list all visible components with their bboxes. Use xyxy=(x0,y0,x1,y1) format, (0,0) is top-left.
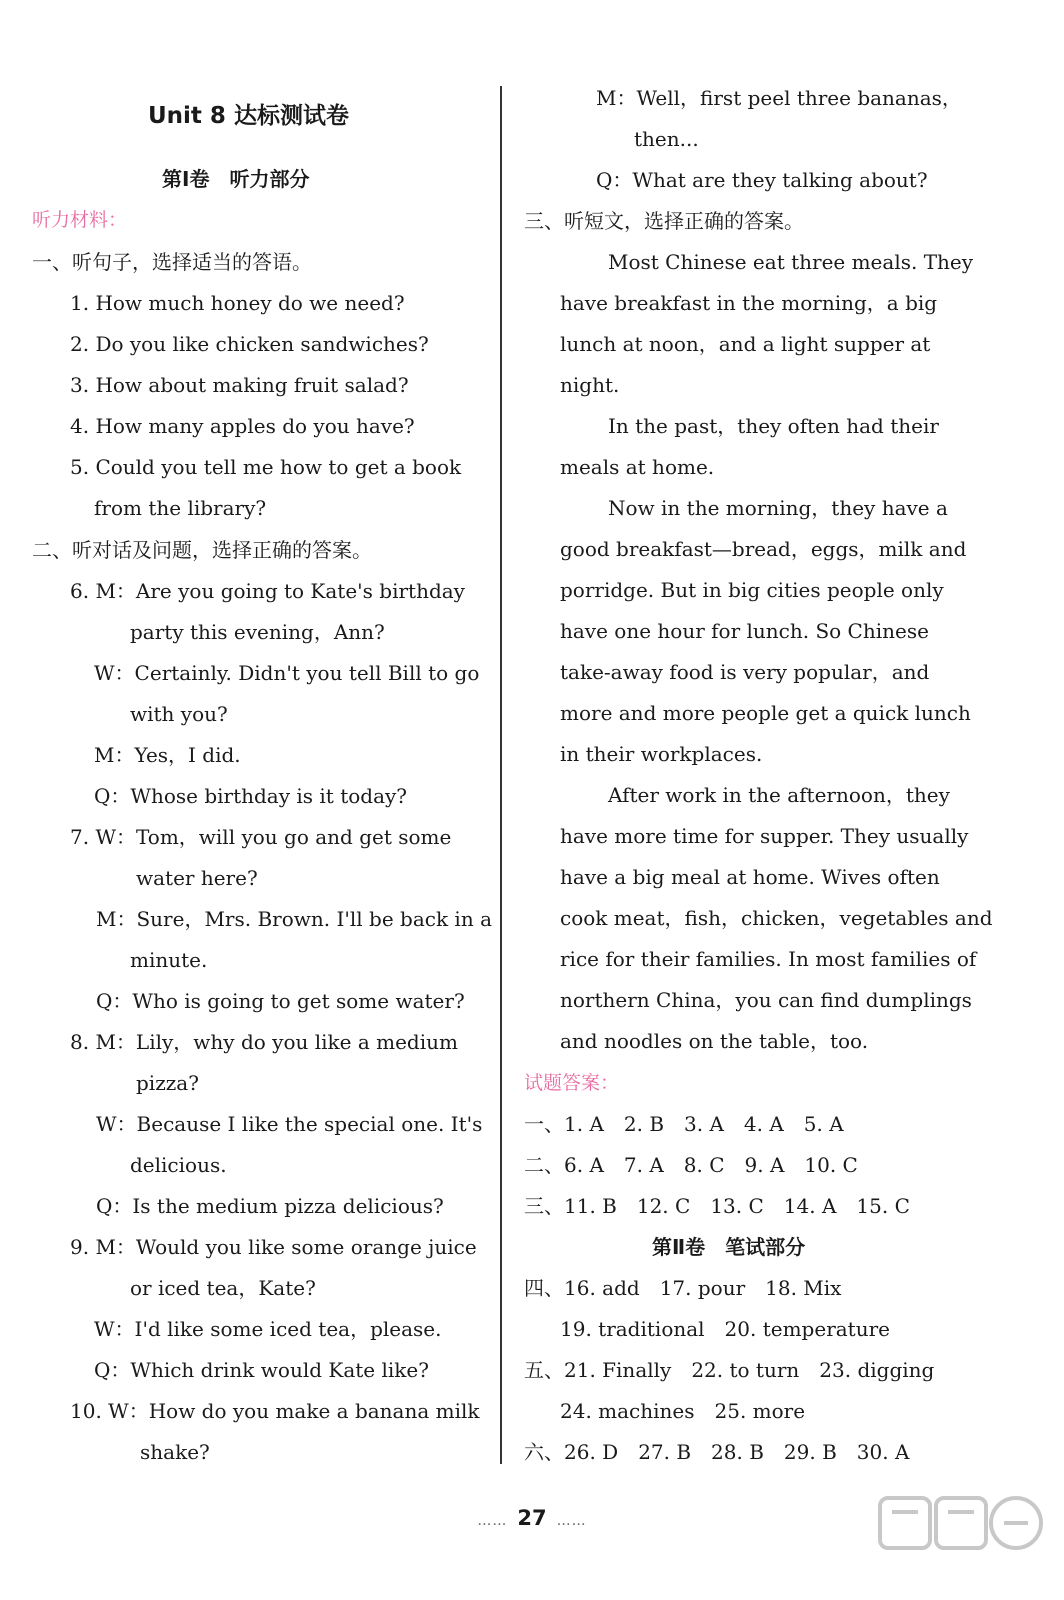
question-line: M：Yes，I did. xyxy=(94,743,241,767)
passage-line: good breakfast—bread，eggs，milk and xyxy=(560,537,967,561)
watermark-logo xyxy=(874,1490,1044,1590)
passage-line: In the past，they often had their xyxy=(608,414,939,438)
question-line: pizza? xyxy=(136,1071,199,1095)
question-line: W：I'd like some iced tea，please. xyxy=(94,1317,442,1341)
question-line: M：Well，first peel three bananas， xyxy=(596,86,962,110)
answer-line: 三、11. B 12. C 13. C 14. A 15. C xyxy=(524,1194,910,1218)
question-line: 8. M：Lily，why do you like a medium xyxy=(70,1030,458,1054)
question-line: 9. M：Would you like some orange juice xyxy=(70,1235,477,1259)
passage-line: night. xyxy=(560,373,620,397)
question-line: then... xyxy=(634,127,699,151)
question-line: from the library? xyxy=(94,496,267,520)
question-line: 4. How many apples do you have? xyxy=(70,414,415,438)
page-number: 27 xyxy=(517,1506,547,1530)
answer-line: 一、1. A 2. B 3. A 4. A 5. A xyxy=(524,1112,844,1136)
column-divider xyxy=(500,86,502,1464)
footer-dots-right: …… xyxy=(556,1513,587,1529)
question-line: Q：Which drink would Kate like? xyxy=(94,1358,429,1382)
passage-line: northern China，you can find dumplings xyxy=(560,988,972,1012)
question-line: 6. M：Are you going to Kate's birthday xyxy=(70,579,465,603)
answers-label: 试题答案： xyxy=(524,1072,620,1094)
question-line: with you? xyxy=(130,702,228,726)
question-line: 3. How about making fruit salad? xyxy=(70,373,409,397)
question-line: 1. How much honey do we need? xyxy=(70,291,405,315)
passage-line: cook meat，fish，chicken，vegetables and xyxy=(560,906,993,930)
answer-line: 四、16. add 17. pour 18. Mix xyxy=(524,1276,842,1300)
passage-line: Now in the morning，they have a xyxy=(608,496,948,520)
section-heading: 二、听对话及问题，选择正确的答案。 xyxy=(32,538,372,562)
material-label: 听力材料： xyxy=(32,209,128,231)
question-line: W：Certainly. Didn't you tell Bill to go xyxy=(94,661,480,685)
part-two-heading: 第Ⅱ卷 笔试部分 xyxy=(652,1235,806,1259)
passage-line: porridge. But in big cities people only xyxy=(560,578,944,602)
passage-line: have one hour for lunch. So Chinese xyxy=(560,619,929,643)
question-line: Q：Is the medium pizza delicious? xyxy=(96,1194,444,1218)
passage-line: in their workplaces. xyxy=(560,742,763,766)
page-title: Unit 8 达标测试卷 xyxy=(148,103,349,129)
question-line: M：Sure，Mrs. Brown. I'll be back in a xyxy=(96,907,492,931)
question-line: shake? xyxy=(140,1440,210,1464)
question-line: party this evening，Ann? xyxy=(130,620,385,644)
question-line: Q：What are they talking about? xyxy=(596,168,928,192)
watermark-graphic xyxy=(874,1490,1044,1590)
passage-line: have breakfast in the morning，a big xyxy=(560,291,938,315)
passage-line: lunch at noon，and a light supper at xyxy=(560,332,931,356)
footer-dots-left: …… xyxy=(477,1513,508,1529)
passage-line: more and more people get a quick lunch xyxy=(560,701,971,725)
answer-line: 24. machines 25. more xyxy=(560,1399,806,1423)
passage-line: meals at home. xyxy=(560,455,715,479)
passage-line: have more time for supper. They usually xyxy=(560,824,969,848)
section-heading: 一、听句子，选择适当的答语。 xyxy=(32,250,312,274)
answer-line: 六、26. D 27. B 28. B 29. B 30. A xyxy=(524,1440,910,1464)
passage-line: Most Chinese eat three meals. They xyxy=(608,250,974,274)
answer-line: 五、21. Finally 22. to turn 23. digging xyxy=(524,1358,935,1382)
question-line: 5. Could you tell me how to get a book xyxy=(70,455,462,479)
question-line: delicious. xyxy=(130,1153,227,1177)
passage-line: and noodles on the table，too. xyxy=(560,1029,869,1053)
passage-line: After work in the afternoon，they xyxy=(608,783,950,807)
question-line: water here? xyxy=(136,866,258,890)
part-one-heading: 第Ⅰ卷 听力部分 xyxy=(162,167,310,191)
passage-line: rice for their families. In most families of xyxy=(560,947,977,971)
question-line: 2. Do you like chicken sandwiches? xyxy=(70,332,429,356)
answer-line: 19. traditional 20. temperature xyxy=(560,1317,890,1341)
question-line: or iced tea，Kate? xyxy=(130,1276,316,1300)
question-line: 7. W：Tom，will you go and get some xyxy=(70,825,452,849)
question-line: Q：Whose birthday is it today? xyxy=(94,784,408,808)
question-line: 10. W：How do you make a banana milk xyxy=(70,1399,480,1423)
passage-line: have a big meal at home. Wives often xyxy=(560,865,940,889)
section-heading: 三、听短文，选择正确的答案。 xyxy=(524,209,804,233)
answer-line: 二、6. A 7. A 8. C 9. A 10. C xyxy=(524,1153,858,1177)
question-line: W：Because I like the special one. It's xyxy=(96,1112,483,1136)
question-line: minute. xyxy=(130,948,208,972)
question-line: Q：Who is going to get some water? xyxy=(96,989,465,1013)
passage-line: take-away food is very popular，and xyxy=(560,660,930,684)
